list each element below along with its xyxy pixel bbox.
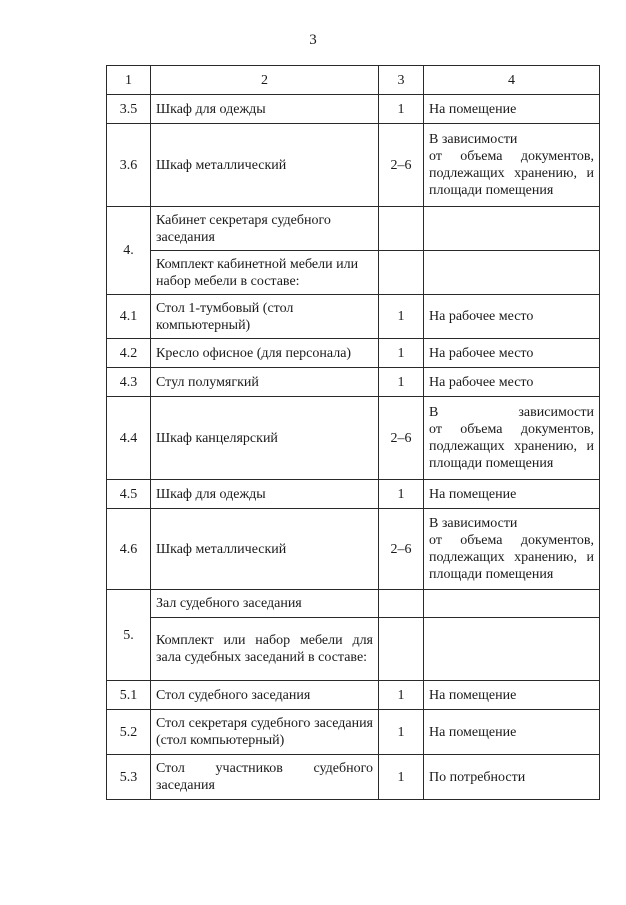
item-norm-line-1: В зависимости — [429, 516, 518, 531]
empty-cell — [379, 207, 424, 251]
table-row — [107, 480, 600, 509]
item-name: Стол секретаря судебного заседания (стол компьютерный) — [151, 710, 379, 755]
item-quantity: 1 — [379, 295, 424, 339]
item-norm-line-1: В зависимости — [429, 405, 594, 420]
item-name: Шкаф для одежды — [151, 95, 379, 124]
item-quantity: 1 — [379, 368, 424, 397]
item-norm-line-1-wrap — [429, 404, 594, 421]
table-row — [107, 397, 600, 480]
empty-cell — [424, 207, 600, 251]
empty-cell — [424, 618, 600, 681]
table-row — [107, 295, 600, 339]
item-name: Шкаф металлический — [151, 124, 379, 207]
item-quantity: 1 — [379, 755, 424, 800]
item-quantity: 2–6 — [379, 124, 424, 207]
item-name: Шкаф для одежды — [151, 480, 379, 509]
page-number: 3 — [309, 32, 317, 48]
item-norm-line-2: от объема документов, подлежащих хранению, и площади помещения — [429, 422, 594, 471]
item-name: Шкаф канцелярский — [151, 397, 379, 480]
empty-cell — [379, 590, 424, 618]
item-number: 4.5 — [107, 480, 151, 509]
item-name: Стол 1-тумбовый (стол компьютерный) — [151, 295, 379, 339]
table-header-row — [107, 66, 600, 95]
item-norm-line-2: от объема документов, подлежащих хранению, и площади помещения — [429, 149, 594, 198]
item-quantity: 2–6 — [379, 397, 424, 480]
item-quantity: 1 — [379, 681, 424, 710]
furniture-table — [106, 65, 600, 800]
table-row — [107, 95, 600, 124]
table-row — [107, 710, 600, 755]
item-number: 4.1 — [107, 295, 151, 339]
section-title: Кабинет секретаря судебного заседания — [151, 207, 379, 251]
item-norm: На помещение — [424, 95, 600, 124]
column-header: 3 — [379, 66, 424, 95]
item-number: 5.1 — [107, 681, 151, 710]
item-norm: По потребности — [424, 755, 600, 800]
empty-cell — [424, 590, 600, 618]
item-number: 4.4 — [107, 397, 151, 480]
empty-cell — [379, 618, 424, 681]
item-quantity: 1 — [379, 710, 424, 755]
item-norm — [424, 509, 600, 590]
column-header: 2 — [151, 66, 379, 95]
item-number: 4.3 — [107, 368, 151, 397]
item-norm: На помещение — [424, 681, 600, 710]
item-quantity: 1 — [379, 95, 424, 124]
item-name: Шкаф металлический — [151, 509, 379, 590]
section-subtitle: Комплект кабинетной мебели или набор мебели в составе: — [151, 251, 379, 295]
section-row — [107, 618, 600, 681]
section-title: Зал судебного заседания — [151, 590, 379, 618]
item-norm: На рабочее место — [424, 339, 600, 368]
column-header: 4 — [424, 66, 600, 95]
item-name: Кресло офисное (для персонала) — [151, 339, 379, 368]
table-row — [107, 509, 600, 590]
table-row — [107, 124, 600, 207]
table-row — [107, 681, 600, 710]
item-norm — [424, 397, 600, 480]
item-number: 3.6 — [107, 124, 151, 207]
item-norm: На помещение — [424, 480, 600, 509]
item-norm-line-2: от объема документов, подлежащих хранению, и площади помещения — [429, 533, 594, 582]
table-row — [107, 368, 600, 397]
item-quantity: 1 — [379, 480, 424, 509]
section-subtitle: Комплект или набор мебели для зала судебных заседаний в составе: — [151, 618, 379, 681]
item-name: Стол участников судебного заседания — [151, 755, 379, 800]
item-name: Стул полумягкий — [151, 368, 379, 397]
section-row — [107, 590, 600, 618]
item-norm-line-1: В зависимости — [429, 132, 518, 147]
item-number: 4.2 — [107, 339, 151, 368]
item-number: 4.6 — [107, 509, 151, 590]
section-row — [107, 251, 600, 295]
item-norm — [424, 124, 600, 207]
item-norm: На помещение — [424, 710, 600, 755]
table-row — [107, 339, 600, 368]
item-norm: На рабочее место — [424, 295, 600, 339]
section-number: 4. — [107, 207, 151, 295]
column-header: 1 — [107, 66, 151, 95]
section-number: 5. — [107, 590, 151, 681]
item-name: Стол судебного заседания — [151, 681, 379, 710]
item-norm: На рабочее место — [424, 368, 600, 397]
item-number: 3.5 — [107, 95, 151, 124]
item-quantity: 1 — [379, 339, 424, 368]
item-number: 5.3 — [107, 755, 151, 800]
empty-cell — [379, 251, 424, 295]
section-row — [107, 207, 600, 251]
table-row — [107, 755, 600, 800]
item-number: 5.2 — [107, 710, 151, 755]
empty-cell — [424, 251, 600, 295]
item-quantity: 2–6 — [379, 509, 424, 590]
